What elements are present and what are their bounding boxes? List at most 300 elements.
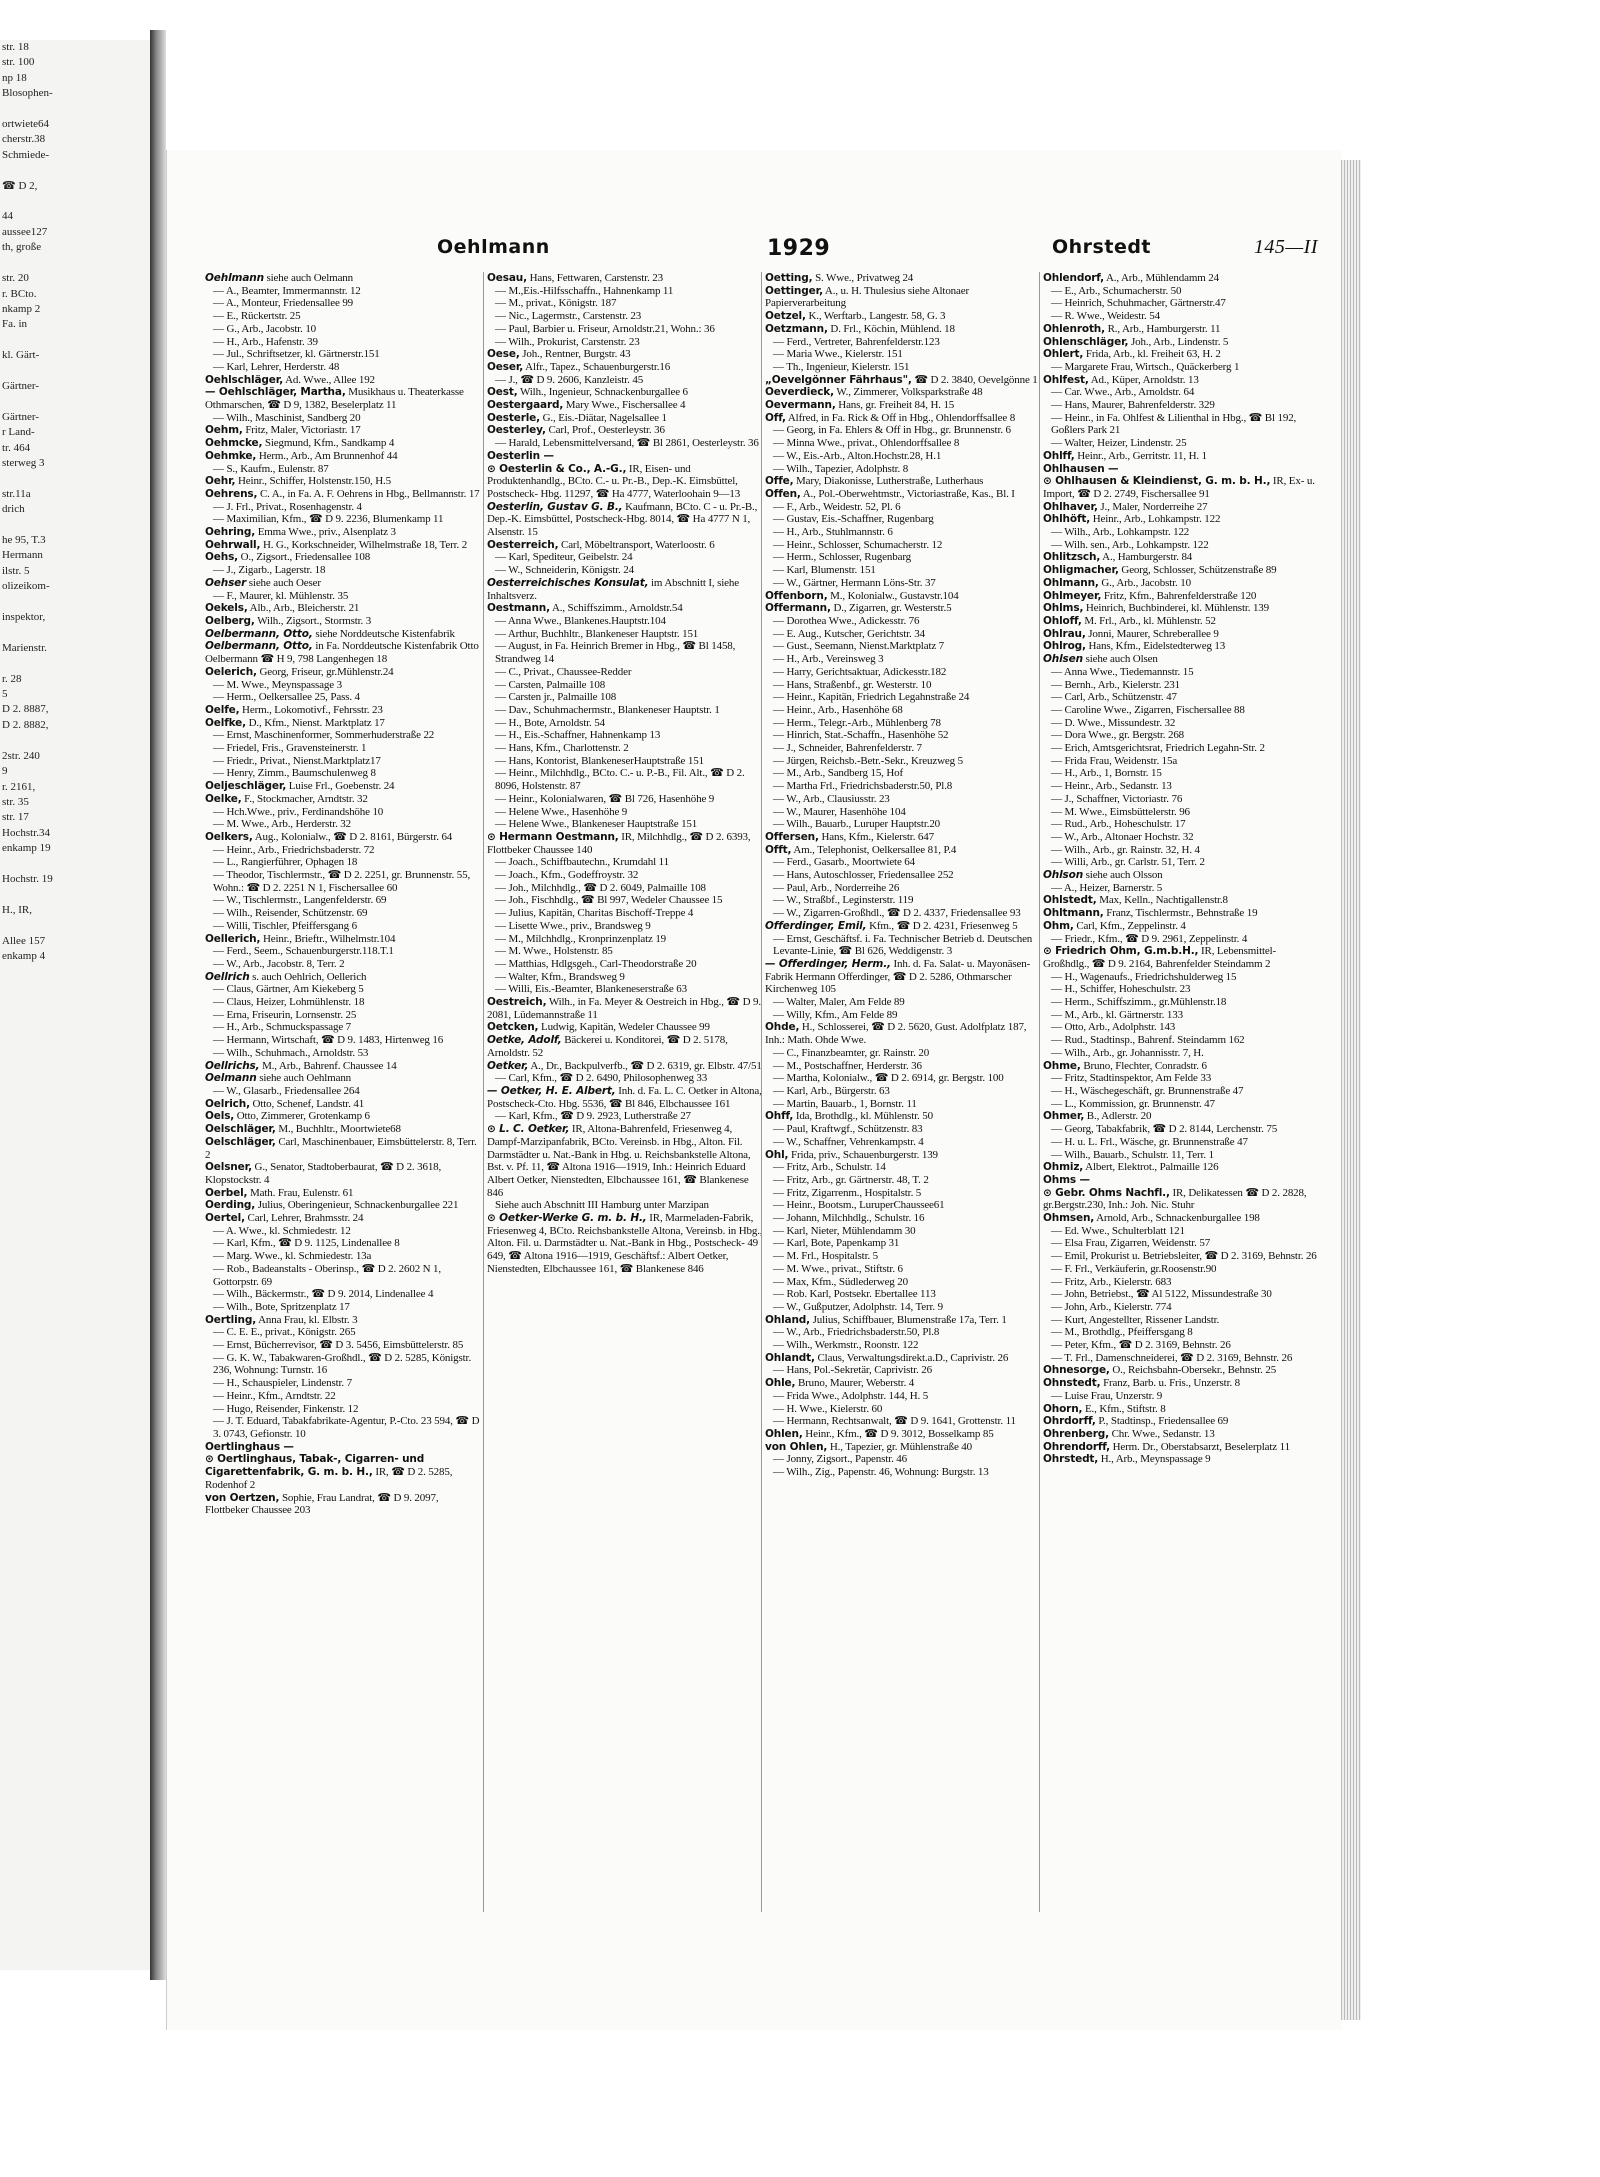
entry-name: — Oetker, H. E. Albert,: [487, 1085, 616, 1097]
entry-name: Oesau,: [487, 272, 527, 284]
entry-name: Ohl,: [765, 1148, 789, 1161]
entry-name: ⊙ Hermann Oestmann,: [487, 830, 619, 843]
entry-details: — Heinr., in Fa. Ohlfest & Lilienthal in Hbg., ☎ Bl 192, Goßlers Park 21: [1051, 411, 1297, 437]
directory-entry: [765, 1415, 1041, 1428]
entry-details: — H., Eis.-Schaffner, Hahnenkamp 13: [495, 729, 661, 742]
directory-entry: [487, 539, 763, 552]
directory-entry: [765, 869, 1041, 882]
directory-entry: [487, 742, 763, 755]
entry-details: — Martha Frl., Friedrichsbaderstr.50, Pl.8: [773, 780, 953, 793]
entry-details: Math. Frau, Eulenstr. 61: [250, 1186, 354, 1199]
directory-entry: [205, 1390, 481, 1403]
entry-details: Hans, Kfm., Eidelstedterweg 13: [1088, 640, 1226, 653]
entry-details: — M., Postschaffner, Herderstr. 36: [773, 1059, 922, 1072]
entry-name: Oehm,: [205, 424, 243, 437]
directory-entry: [765, 844, 1041, 857]
left-page-text-fragment: [0, 333, 150, 348]
directory-entry: [205, 1352, 481, 1377]
directory-entry: [487, 894, 763, 907]
directory-entry: [487, 437, 763, 450]
entry-details: Frida, priv., Schauenburgerstr. 139: [791, 1148, 938, 1161]
directory-entry: [205, 501, 481, 514]
left-page-text-fragment: 5: [2, 688, 8, 701]
left-page-text-fragment: ilstr. 5: [2, 564, 30, 577]
entry-details: — F., Maurer, kl. Mühlenstr. 35: [213, 589, 349, 602]
directory-entry: [1043, 717, 1319, 730]
directory-entry: [1043, 945, 1319, 970]
entry-name: Oesterreichisches Konsulat,: [487, 576, 649, 589]
directory-entry: [205, 272, 481, 285]
entry-details: Max, Kelln., Nachtigallenstr.8: [1099, 894, 1228, 907]
entry-name: Oerding,: [205, 1199, 256, 1212]
entry-details: — M., Milchhdlg., Kronprinzenplatz 19: [495, 932, 667, 945]
left-page-text-fragment: str. 20: [2, 272, 29, 285]
directory-entry: [487, 869, 763, 882]
directory-entry: [205, 1199, 481, 1212]
directory-entry: [1043, 297, 1319, 310]
directory-entry: [1043, 653, 1319, 666]
entry-details: Joh., Arb., Lindenstr. 5: [1131, 335, 1229, 348]
entry-details: — Joach., Schiffbautechn., Krumdahl 11: [495, 856, 669, 869]
entry-details: A., Hamburgerstr. 84: [1102, 551, 1193, 564]
entry-details: Heinr., Brieftr., Wilhelmstr.104: [262, 932, 396, 945]
entry-name: Oertel,: [205, 1212, 245, 1225]
entry-name: Oehlmann: [205, 272, 264, 284]
entry-details: IR, ☎ D 2. 5285, Rodenhof 2: [205, 1466, 453, 1491]
entry-details: — Joach., Kfm., Godeffroystr. 32: [495, 869, 639, 882]
directory-entry: [1043, 577, 1319, 590]
entry-details: R., Arb., Hamburgerstr. 11: [1107, 322, 1221, 335]
directory-entry: [205, 551, 481, 564]
directory-entry: [765, 1263, 1041, 1276]
entry-name: Ohorn,: [1043, 1402, 1083, 1415]
entry-details: — Heinr., Kapitän, Friedrich Legahnstraße 24: [773, 691, 970, 704]
entry-details: — E., Rückertstr. 25: [213, 310, 301, 323]
directory-entry: [487, 577, 763, 602]
entry-details: — Margarete Frau, Wirtsch., Quäckerberg 1: [1051, 360, 1240, 373]
entry-details: siehe auch Oehlmann: [259, 1072, 352, 1085]
entry-name: Oese,: [487, 348, 520, 361]
directory-entry: [1043, 933, 1319, 946]
entry-name: Oetcken,: [487, 1021, 539, 1034]
entry-details: — W., Arb., Clausiusstr. 23: [773, 792, 890, 805]
entry-details: — F. Frl., Verkäuferin, gr.Roosenstr.90: [1051, 1262, 1217, 1275]
directory-entry: [1043, 1098, 1319, 1111]
entry-details: — W., Arb., Jacobstr. 8, Terr. 2: [213, 957, 345, 970]
entry-name: Oelsner,: [205, 1161, 252, 1174]
directory-entry: [205, 907, 481, 920]
directory-entry: [765, 450, 1041, 463]
left-page-text-fragment: str. 17: [2, 811, 29, 824]
entry-name: Oehrwall,: [205, 538, 261, 551]
header-first-name: Oehlmann: [437, 236, 550, 258]
left-page-text-fragment: Hermann: [2, 549, 43, 562]
entry-details: — Rob. Karl, Postsekr. Ebertallee 113: [773, 1288, 936, 1301]
entry-details: — Johann, Milchhdlg., Schulstr. 16: [773, 1212, 925, 1225]
entry-name: Oehr,: [205, 475, 236, 488]
entry-details: Joh., Rentner, Burgstr. 43: [522, 348, 631, 361]
entry-details: Kfm., ☎ D 2. 4231, Friesenweg 5: [869, 919, 1018, 932]
entry-name: Ohlff,: [1043, 449, 1075, 462]
entry-details: — Martin, Bauarb., 1, Bornstr. 11: [773, 1097, 917, 1110]
entry-name: Oehring,: [205, 526, 256, 539]
left-page-text-fragment: D 2. 8882,: [2, 718, 49, 731]
entry-details: W., Zimmerer, Volksparkstraße 48: [836, 386, 983, 399]
entry-details: A., Arb., Mühlendamm 24: [1106, 272, 1219, 284]
directory-entry: [487, 755, 763, 768]
header-page-number: 145—II: [1253, 236, 1318, 258]
left-page-text-fragment: Schmiede-: [2, 148, 50, 161]
entry-details: Inh. d. Fa. L. C. Oetker in Altona, Postscheck-Cto. Hbg. 5536, ☎ Bl 846, Elbchaussee 161: [487, 1085, 762, 1110]
entry-details: M. Frl., Arb., kl. Mühlenstr. 52: [1084, 614, 1216, 627]
directory-entry: [205, 450, 481, 463]
entry-name: Ohlen,: [765, 1427, 803, 1440]
directory-entry: [205, 437, 481, 450]
entry-name: Ohle,: [765, 1377, 796, 1390]
entry-details: F., Stockmacher, Arndtstr. 32: [244, 792, 368, 805]
entry-details: M., Kolonialw., Gustavstr.104: [830, 589, 959, 602]
entry-details: — M. Frl., Hospitalstr. 5: [773, 1250, 879, 1263]
entry-details: Wilh., in Fa. Meyer & Oestreich in Hbg., ☎ D 9. 2081, Lüdemannstraße 11: [487, 996, 761, 1021]
directory-entry: [205, 1085, 481, 1098]
directory-entry: [1043, 679, 1319, 692]
entry-details: — Claus, Heizer, Lohmühlenstr. 18: [213, 996, 365, 1009]
entry-name: Oels,: [205, 1110, 235, 1123]
entry-details: IR, Marmeladen-Fabrik, Friesenweg 4, BCto. Reichsbankstelle Altona, Vereinsb. in Hbg., Alton. Fil. u. Darmstädter u. Nat.-Bank in Hbg., Postscheck- 49 649, ☎ Altona 1916—1919, Geschäftsf.: Albert Oetker, Nienstedten, Elbchaussee 161, ☎ Blankenese 846: [487, 1212, 763, 1275]
entry-details: — Wilh., Arb., gr. Rainstr. 32, H. 4: [1051, 843, 1200, 856]
entry-details: — M.,Eis.-Hilfsschaffn., Hahnenkamp 11: [495, 284, 674, 297]
entry-details: — Emil, Prokurist u. Betriebsleiter, ☎ D 2. 3169, Behnstr. 26: [1051, 1250, 1317, 1263]
entry-name: Oest,: [487, 386, 518, 399]
entry-details: — Elsa Frau, Zigarren, Weidenstr. 57: [1051, 1237, 1211, 1250]
directory-entry: [205, 374, 481, 387]
entry-details: S. Wwe., Privatweg 24: [815, 272, 914, 284]
entry-name: Oellerich,: [205, 932, 261, 945]
entry-details: — Caroline Wwe., Zigarren, Fischersallee 88: [1051, 703, 1245, 716]
entry-details: — Dora Wwe., gr. Bergstr. 268: [1051, 729, 1185, 742]
directory-entry: [205, 1377, 481, 1390]
directory-entry: [205, 831, 481, 844]
directory-entry: [765, 831, 1041, 844]
directory-entry: [205, 1339, 481, 1352]
directory-entry: [765, 640, 1041, 653]
left-page-text-fragment: olizeikom-: [2, 580, 50, 593]
entry-details: — L., Kommission, gr. Brunnenstr. 47: [1051, 1097, 1215, 1110]
directory-entry: [1043, 1403, 1319, 1416]
directory-entry: [765, 285, 1041, 310]
entry-details: — Wilh., Bauarb., Luruper Hauptstr.20: [773, 818, 941, 831]
entry-details: — Carl, Kfm., ☎ D 2. 6490, Philosophenweg 33: [495, 1072, 708, 1085]
directory-entry: [1043, 1212, 1319, 1225]
entry-details: — Carsten jr., Palmaille 108: [495, 691, 617, 704]
entry-details: — Herm., Oelkersallee 25, Pass. 4: [213, 691, 360, 704]
entry-name: Ohmiz,: [1043, 1161, 1084, 1174]
entry-details: — Rud., Stadtinsp., Bahrenf. Steindamm 162: [1051, 1034, 1245, 1047]
directory-entry: [205, 755, 481, 768]
directory-entry: [765, 551, 1041, 564]
directory-entry: [487, 818, 763, 831]
entry-details: — Nic., Lagermstr., Carstenstr. 23: [495, 310, 642, 323]
entry-details: Siehe auch Abschnitt III Hamburg unter Marzipan: [495, 1199, 709, 1212]
left-page-text-fragment: inspektor,: [2, 611, 46, 624]
entry-details: Hans, Fettwaren, Carstenstr. 23: [529, 272, 663, 284]
entry-details: — Wilh., Tapezier, Adolphstr. 8: [773, 462, 909, 475]
directory-entry: [205, 1415, 481, 1440]
entry-name: Ohligmacher,: [1043, 564, 1119, 577]
directory-column-2: [483, 272, 763, 1912]
entry-details: Ida, Brothdlg., kl. Mühlenstr. 50: [795, 1110, 933, 1123]
entry-details: — L., Rangierführer, Ophagen 18: [213, 856, 358, 869]
entry-details: Frida, Arb., kl. Freiheit 63, H. 2: [1085, 348, 1221, 361]
entry-details: — Heinr., Bootsm., LuruperChaussee61: [773, 1199, 945, 1212]
entry-name: Ohlenroth,: [1043, 322, 1105, 335]
directory-entry: [205, 310, 481, 323]
directory-entry: [487, 717, 763, 730]
directory-entry: [1043, 551, 1319, 564]
entry-details: — W., Gärtner, Hermann Löns-Str. 37: [773, 576, 936, 589]
entry-details: — Wilh., Arb., Lohkampstr. 122: [1051, 526, 1190, 539]
directory-entry: [1043, 640, 1319, 653]
directory-entry: [205, 920, 481, 933]
entry-details: — Arthur, Buchhltr., Blankeneser Hauptstr. 151: [495, 627, 699, 640]
entry-name: Ohlstedt,: [1043, 894, 1097, 907]
entry-details: — W., Arb., Altonaer Hochstr. 32: [1051, 830, 1194, 843]
directory-entry: [487, 958, 763, 971]
entry-details: — Wilh., Bauarb., Schulstr. 11, Terr. 1: [1051, 1148, 1214, 1161]
entry-details: — Max, Kfm., Südlederweg 20: [773, 1275, 908, 1288]
entry-details: — Ernst, Geschäftsf. i. Fa. Technischer Betrieb d. Deutschen Levante-Linie, ☎ Bl 626, Weddigenstr. 3: [773, 932, 1033, 958]
directory-entry: [765, 767, 1041, 780]
entry-details: K., Werftarb., Langestr. 58, G. 3: [808, 310, 946, 323]
entry-details: — S., Kaufm., Eulenstr. 87: [213, 462, 329, 475]
entry-details: IR, Lebensmittel-Großhdlg., ☎ D 9. 2164, Bahrenfelder Steindamm 2: [1043, 945, 1277, 970]
entry-details: Herm., Lokomotivf., Fehrsstr. 23: [242, 703, 383, 716]
entry-details: — Karl, Kfm., ☎ D 9. 1125, Lindenallee 8: [213, 1237, 400, 1250]
directory-entry: [765, 1288, 1041, 1301]
left-page-text-fragment: r. 28: [2, 672, 22, 685]
entry-details: — Ferd., Gasarb., Moortwiete 64: [773, 856, 915, 869]
entry-details: — W., Eis.-Arb., Alton.Hochstr.28, H.1: [773, 449, 942, 462]
directory-entry: [1043, 818, 1319, 831]
entry-details: Siegmund, Kfm., Sandkamp 4: [264, 437, 395, 450]
entry-details: — Hermann, Rechtsanwalt, ☎ D 9. 1641, Grottenstr. 11: [773, 1415, 1016, 1428]
entry-details: — Jonny, Zigsort., Papenstr. 46: [773, 1453, 907, 1466]
directory-entry: [205, 1110, 481, 1123]
entry-details: G., Senator, Stadtoberbaurat, ☎ D 2. 3618, Klopstockstr. 4: [205, 1161, 442, 1186]
entry-details: — W., Schneiderin, Königstr. 24: [495, 564, 634, 577]
entry-details: — H., Schauspieler, Lindenstr. 7: [213, 1377, 352, 1390]
entry-details: A., Schiffszimm., Arnoldstr.54: [551, 602, 683, 615]
directory-entry: [765, 894, 1041, 907]
directory-entry: [205, 869, 481, 894]
entry-details: — Gustav, Eis.-Schaffner, Rugenbarg: [773, 513, 934, 526]
entry-details: — Hans, Autoschlosser, Friedensallee 252: [773, 869, 954, 882]
directory-entry: [1043, 615, 1319, 628]
entry-details: Sophie, Frau Landrat, ☎ D 9. 2097, Flottbeker Chaussee 203: [205, 1491, 439, 1517]
directory-entry: [1043, 412, 1319, 437]
directory-entry: [1043, 1225, 1319, 1238]
entry-details: — Paul, Arb., Norderreihe 26: [773, 881, 900, 894]
entry-details: — Heinr., Kolonialwaren, ☎ Bl 726, Hasenhöhe 9: [495, 792, 715, 805]
entry-name: ⊙ Friedrich Ohm, G.m.b.H.,: [1043, 945, 1199, 958]
entry-details: — Friedel, Fris., Gravensteinerstr. 1: [213, 742, 367, 755]
directory-entry: [765, 1364, 1041, 1377]
directory-entry: [765, 1453, 1041, 1466]
entry-details: — J. T. Eduard, Tabakfabrikate-Agentur, P.-Cto. 23 594, ☎ D 3. 0743, Gefionstr. 10: [213, 1415, 480, 1440]
directory-entry: [765, 1441, 1041, 1454]
directory-entry: [1043, 336, 1319, 349]
directory-entry: [765, 1060, 1041, 1073]
directory-entry: [765, 488, 1041, 501]
directory-entry: [1043, 1021, 1319, 1034]
entry-details: IR, Delikatessen ☎ D 2. 2828, gr.Bergstr.230, Inh.: Joh. Nic. Stuhr: [1043, 1186, 1307, 1212]
entry-details: — C., Finanzbeamter, gr. Rainstr. 20: [773, 1046, 930, 1059]
entry-name: Offt,: [765, 843, 792, 856]
entry-details: s. auch Oehlrich, Oellerich: [252, 970, 367, 983]
entry-details: — Wilh. sen., Arb., Lohkampstr. 122: [1051, 538, 1209, 551]
directory-entry: [765, 1403, 1041, 1416]
directory-entry: [765, 1237, 1041, 1250]
entry-details: — T. Frl., Damenschneiderei, ☎ D 2. 3169, Behnstr. 26: [1051, 1351, 1293, 1364]
entry-details: — Harald, Lebensmittelversand, ☎ Bl 2861, Oesterleystr. 36: [495, 437, 759, 450]
entry-name: Oehser: [205, 576, 247, 589]
page-header: [197, 236, 1322, 266]
entry-name: Oelerich,: [205, 665, 257, 678]
directory-entry: [205, 704, 481, 717]
entry-name: Ohloff,: [1043, 614, 1082, 627]
directory-entry: [205, 424, 481, 437]
directory-entry: [487, 1199, 763, 1212]
left-page-text-fragment: [0, 625, 150, 640]
directory-entry: [1043, 704, 1319, 717]
entry-details: — Karl, Blumenstr. 151: [773, 564, 876, 577]
entry-name: ⊙ Ohlhausen & Kleindienst, G. m. b. H.,: [1043, 475, 1271, 488]
entry-name: Ohlrau,: [1043, 627, 1086, 640]
entry-name: Oeverdieck,: [765, 386, 834, 399]
entry-name: Ohlhaver,: [1043, 500, 1098, 513]
directory-entry: [765, 958, 1041, 996]
entry-details: D., Kfm., Nienst. Marktplatz 17: [248, 716, 385, 729]
entry-details: — M. Wwe., privat., Stiftstr. 6: [773, 1262, 903, 1275]
entry-details: — Wilh., Reisender, Schützenstr. 69: [213, 907, 368, 920]
entry-name: von Ohlen,: [765, 1440, 828, 1453]
directory-entry: [205, 564, 481, 577]
directory-entry: [765, 933, 1041, 958]
entry-details: Anna Frau, kl. Elbstr. 3: [258, 1313, 358, 1326]
entry-details: A., Pol.-Oberwehtmstr., Victoriastraße, Kas., Bl. I: [802, 487, 1015, 500]
entry-details: — Lisette Wwe., priv., Brandsweg 9: [495, 919, 651, 932]
directory-entry: [765, 907, 1041, 920]
entry-name: Ohlmann,: [1043, 576, 1099, 589]
entry-details: — E. Aug., Kutscher, Gerichtstr. 34: [773, 627, 925, 640]
left-page-text-fragment: np 18: [2, 71, 27, 84]
directory-entry: [765, 399, 1041, 412]
entry-details: — Wilh., Bäckermstr., ☎ D 9. 2014, Lindenallee 4: [213, 1288, 434, 1301]
directory-entry: [765, 1187, 1041, 1200]
entry-details: — Walter, Heizer, Lindenstr. 25: [1051, 437, 1187, 450]
entry-details: H. G., Korkschneider, Wilhelmstraße 18, Terr. 2: [262, 538, 468, 551]
entry-details: — E., Arb., Schumacherstr. 50: [1051, 284, 1182, 297]
entry-details: — W., Zigarren-Großhdl., ☎ D 2. 4337, Friedensallee 93: [773, 907, 1021, 920]
directory-entry: [205, 539, 481, 552]
entry-details: Carl, Möbeltransport, Waterloostr. 6: [561, 538, 715, 551]
entry-details: — H., Wäschegeschäft, gr. Brunnenstraße 47: [1051, 1085, 1244, 1097]
directory-entry: [765, 348, 1041, 361]
directory-entry: [205, 793, 481, 806]
directory-entry: [1043, 882, 1319, 895]
left-page-text-fragment: [0, 918, 150, 933]
directory-entry: [765, 996, 1041, 1009]
entry-name: — Offerdinger, Herm.,: [765, 957, 891, 970]
entry-details: G., Arb., Jacobstr. 10: [1101, 576, 1191, 589]
entry-name: Offenborn,: [765, 589, 828, 602]
directory-entry: [1043, 590, 1319, 603]
directory-entry: [205, 767, 481, 780]
entry-details: Heinr., Arb., Lohkampstr. 122: [1092, 513, 1221, 526]
entry-name: Oetzmann,: [765, 322, 828, 335]
entry-details: — Karl, Bote, Papenkamp 31: [773, 1237, 900, 1250]
left-page-text-fragment: tr. 464: [2, 441, 31, 454]
entry-details: — C. E. E., privat., Königstr. 265: [213, 1326, 356, 1339]
entry-name: Ohlandt,: [765, 1351, 815, 1364]
entry-details: — Wilh., Prokurist, Carstenstr. 23: [495, 335, 640, 348]
directory-entry: [487, 983, 763, 996]
left-page-fragment: [0, 40, 156, 1970]
directory-entry: [765, 310, 1041, 323]
directory-entry: [1043, 1174, 1319, 1187]
entry-details: IR, Eisen- und Produktenhandlg., BCto. C.- u. Pr.-B., Dep.-K. Eimsbüttel, Postscheck- Hbg. 11297, ☎ Ha 4777, Waterloohain 9—13: [487, 462, 741, 500]
left-page-text-fragment: [0, 163, 150, 178]
directory-entry: [765, 1301, 1041, 1314]
entry-details: — Th., Ingenieur, Kielerstr. 151: [773, 360, 910, 373]
entry-name: Oellrich: [205, 970, 250, 983]
directory-entry: [487, 564, 763, 577]
entry-details: im Abschnitt I, siehe Inhaltsverz.: [487, 576, 739, 602]
directory-entry: [487, 272, 763, 285]
entry-details: Wilh., Ingenieur, Schnackenburgallee 6: [519, 386, 688, 399]
entry-details: — H., Arb., Stuhlmannstr. 6: [773, 526, 893, 539]
left-page-text-fragment: str. 18: [2, 41, 29, 53]
directory-entry: [765, 1212, 1041, 1225]
directory-column-3: [761, 272, 1041, 1912]
entry-details: — Karl, Nieter, Mühlendamm 30: [773, 1224, 916, 1237]
entry-details: — Willi, Eis.-Beamter, Blankeneserstraße 63: [495, 983, 687, 996]
entry-details: — Erna, Friseurin, Lornsenstr. 25: [213, 1008, 357, 1021]
directory-entry: [1043, 475, 1319, 500]
directory-entry: [205, 1009, 481, 1022]
directory-entry: [487, 399, 763, 412]
entry-name: Oeser,: [487, 360, 524, 373]
entry-details: — Maria Wwe., Kielerstr. 151: [773, 348, 903, 361]
entry-details: Hans, Kfm., Kielerstr. 647: [821, 830, 934, 843]
entry-details: — Hch.Wwe., priv., Ferdinandshöhe 10: [213, 805, 384, 818]
entry-name: ⊙ L. C. Oetker,: [487, 1123, 570, 1136]
entry-details: D., Zigarren, gr. Westerstr.5: [833, 602, 952, 615]
entry-details: — Walter, Maler, Am Felde 89: [773, 996, 905, 1009]
entry-details: — J., Schneider, Bahrenfelderstr. 7: [773, 742, 922, 755]
entry-details: — Martha, Kolonialw., ☎ D 2. 6914, gr. Bergstr. 100: [773, 1072, 1004, 1085]
left-page-text-fragment: ortwiete64: [2, 118, 50, 131]
directory-entry: [1043, 1047, 1319, 1060]
left-page-text-fragment: [0, 102, 150, 117]
entry-details: Ludwig, Kapitän, Wedeler Chaussee 99: [541, 1021, 710, 1034]
left-page-text-fragment: kl. Gärt-: [2, 349, 40, 362]
left-page-text-fragment: 9: [2, 765, 8, 778]
directory-entry: [487, 615, 763, 628]
entry-details: Jonni, Maurer, Schreberallee 9: [1088, 627, 1219, 640]
directory-entry: [1043, 1085, 1319, 1098]
entry-details: M., Buchhltr., Moortwiete68: [278, 1123, 401, 1136]
